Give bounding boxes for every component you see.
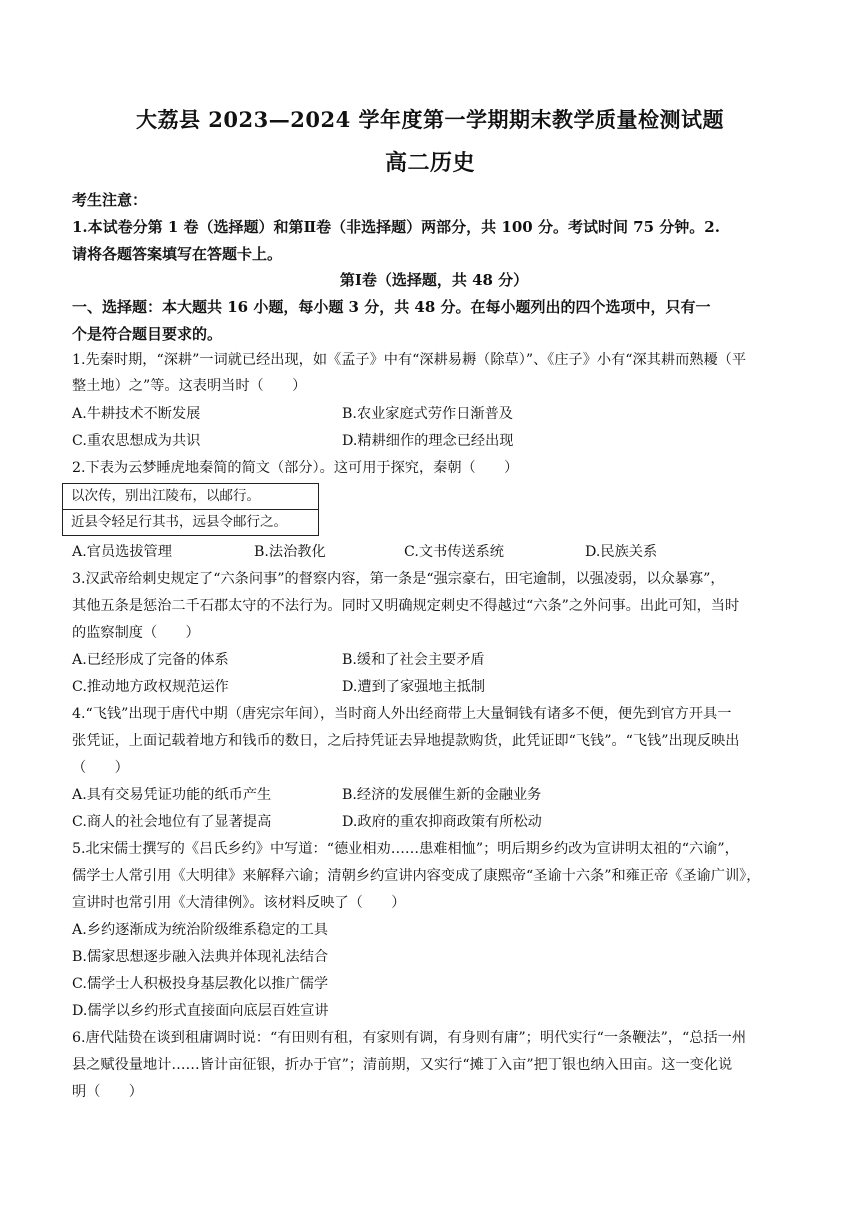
notice-line-1: 1.本试卷分第 1 卷（选择题）和第Ⅱ卷（非选择题）两部分，共 100 分。考试时间 75 分钟。2.	[72, 218, 720, 236]
question-5-option-b: B.儒家思想逐步融入法典并体现礼法结合	[72, 949, 329, 965]
question-6-stem-line-3: 明（ ）	[72, 1084, 143, 1100]
question-1-stem-line-1: 1.先秦时期，“深耕”一词就已经出现，如《孟子》中有“深耕易耨（除草）”、《庄子》小有“深其耕而熟耰（平	[72, 352, 747, 368]
question-2-option-c: C.文书传送系统	[404, 544, 504, 560]
question-1-option-c: C.重农思想成为共识	[72, 433, 201, 449]
notice-heading: 考生注意：	[72, 191, 148, 209]
question-2-option-d: D.民族关系	[585, 544, 658, 560]
question-4-option-c: C.商人的社会地位有了显著提高	[72, 814, 272, 830]
question-5-option-d: D.儒学以乡约形式直接面向底层百姓宣讲	[72, 1003, 329, 1019]
question-5-stem-line-1: 5.北宋儒士撰写的《吕氏乡约》中写道：“德业相劝……患难相恤”；明后期乡约改为宣讲明太祖的“六谕”，	[72, 841, 739, 857]
question-4-stem-line-1: 4.“飞钱”出现于唐代中期（唐宪宗年间），当时商人外出经商带上大量铜钱有诸多不便，便先到官方开具一	[72, 706, 732, 722]
section-title: 第Ⅰ卷（选择题，共 48 分）	[339, 271, 529, 289]
question-4-stem-line-3: （ ）	[72, 760, 129, 776]
question-3-stem-line-1: 3.汉武帝给刺史规定了“六条问事”的督察内容，第一条是“强宗豪右，田宅逾制，以强凌弱，以众暴寡”，	[72, 571, 725, 587]
question-6-stem-line-1: 6.唐代陆贽在谈到租庸调时说：“有田则有租，有家则有调，有身则有庸”；明代实行“一条鞭法”，“总括一州	[72, 1030, 747, 1046]
notice-line-2: 请将各题答案填写在答题卡上。	[72, 245, 283, 263]
question-2-stem-line-1: 2.下表为云梦睡虎地秦简的简文（部分）。这可用于探究，秦朝（ ）	[72, 460, 519, 476]
question-4-option-a: A.具有交易凭证功能的纸币产生	[72, 787, 272, 803]
question-5-stem-line-2: 儒学士人常引用《大明律》来解释六谕；清朝乡约宣讲内容变成了康熙帝“圣谕十六条”和雍正帝《圣谕广训》，	[72, 868, 761, 884]
exam-title: 大荔县 2023—2024 学年度第一学期期末教学质量检测试题	[135, 107, 724, 132]
table-row: 以次传，别出江陵布，以邮行。	[71, 488, 260, 504]
question-3-stem-line-3: 的监察制度（ ）	[72, 625, 200, 641]
table-row: 近县令轻足行其书，远县令邮行之。	[63, 509, 318, 535]
question-1-option-b: B.农业家庭式劳作日渐普及	[342, 406, 513, 422]
question-3-stem-line-2: 其他五条是惩治二千石郡太守的不法行为。同时又明确规定刺史不得越过“六条”之外问事。出此可知，当时	[72, 598, 740, 614]
question-4-stem-line-2: 张凭证，上面记载着地方和钱币的数日，之后持凭证去异地提款购货，此凭证即“飞钱”。“飞钱”出现反映出	[72, 733, 740, 749]
exam-subject: 高二历史	[384, 150, 475, 176]
question-1-stem-line-2: 整土地）之”等。这表明当时（ ）	[72, 378, 307, 394]
question-1-option-a: A.牛耕技术不断发展	[72, 406, 201, 422]
question-2-option-b: B.法治教化	[254, 544, 326, 560]
question-4-option-b: B.经济的发展催生新的金融业务	[342, 787, 542, 803]
question-3-option-d: D.遭到了家强地主抵制	[342, 679, 486, 695]
question-3-option-c: C.推动地方政权规范运作	[72, 679, 229, 695]
question-6-stem-line-2: 县之赋役量地计……皆计亩征银，折办于官”；清前期，又实行“摊丁入亩”把丁银也纳入田亩。这一变化说	[72, 1057, 733, 1073]
question-5-option-a: A.乡约逐渐成为统治阶级维系稳定的工具	[72, 922, 328, 938]
question-3-option-b: B.缓和了社会主要矛盾	[342, 652, 485, 668]
section-instruction-1: 一、选择题：本大题共 16 小题，每小题 3 分，共 48 分。在每小题列出的四个选项中，只有一	[72, 298, 711, 316]
question-2-bamboo-slip-table	[62, 483, 319, 536]
question-2-option-a: A.官员选拔管理	[72, 544, 172, 560]
question-4-option-d: D.政府的重农抑商政策有所松动	[342, 814, 542, 830]
question-3-option-a: A.已经形成了完备的体系	[72, 652, 229, 668]
question-1-option-d: D.精耕细作的理念已经出现	[342, 433, 514, 449]
question-5-option-c: C.儒学士人积极投身基层教化以推广儒学	[72, 976, 329, 992]
section-instruction-2: 个是符合题目要求的。	[72, 325, 223, 343]
question-5-stem-line-3: 宣讲时也常引用《大清律例》。该材料反映了（ ）	[72, 895, 406, 911]
